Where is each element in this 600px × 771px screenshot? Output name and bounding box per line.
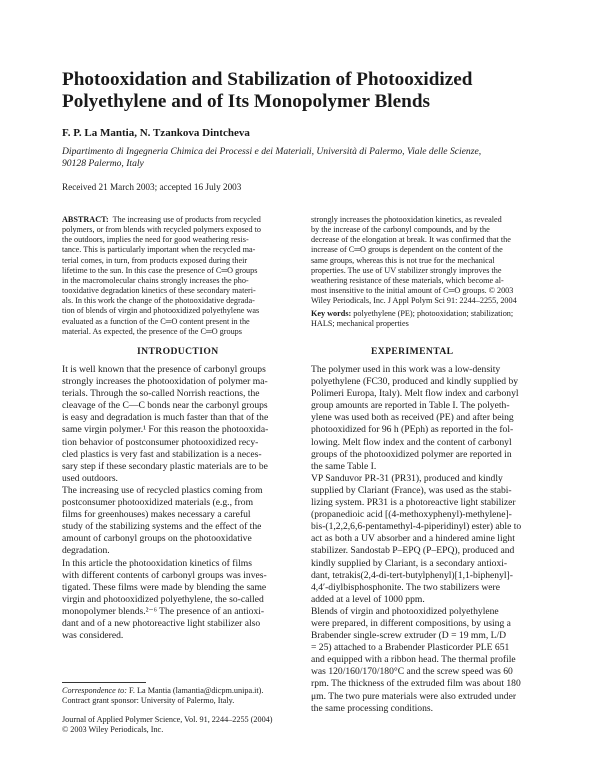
- footnote-divider: [62, 682, 146, 683]
- abstract-line: polymers, or from blends with recycled polymers exposed to: [62, 225, 261, 235]
- text-line: act as both a UV absorber and a hindered amine light: [311, 533, 515, 545]
- section-heading-experimental: EXPERIMENTAL: [371, 346, 454, 357]
- keywords-line-2: HALS; mechanical properties: [311, 319, 409, 329]
- abstract-line: als. In this work the change of the photooxidative degrada-: [62, 296, 255, 306]
- text-line: were prepared, in different compositions, by using a: [311, 617, 511, 629]
- text-line: supplied by Clariant (France), was used as the stabi-: [311, 484, 512, 496]
- abstract-line: same groups, whereas this is not true for the mechanical: [311, 255, 495, 265]
- title-line-2: Polyethylene and of Its Monopolymer Blends: [62, 91, 430, 112]
- text-line: kindly supplied by Clariant, is a secondary antioxi-: [311, 557, 508, 569]
- correspondence-label: Correspondence to:: [62, 686, 127, 695]
- text-line: VP Sanduvor PR-31 (PR31), produced and kindly: [311, 472, 503, 484]
- text-line: dant and of a new photoreactive light stabilizer also: [62, 617, 261, 629]
- text-line: was considered.: [62, 630, 124, 642]
- text-line: is easy and degradation is much faster than that of the: [62, 412, 269, 424]
- text-line: cleavage of the C—C bonds near the carbonyl groups: [62, 400, 268, 412]
- journal-line-2: © 2003 Wiley Periodicals, Inc.: [62, 725, 164, 734]
- text-line: 4,4′-diylbisphosphonite. The two stabilizers were: [311, 581, 500, 593]
- text-line: used outdoors.: [62, 472, 118, 484]
- text-line: study of the stabilizing systems and the effect of the: [62, 521, 262, 533]
- correspondence-text: F. La Mantia (lamantia@dicpm.unipa.it).: [129, 686, 264, 695]
- abstract-line: tooxidative degradation kinetics of these secondary materi-: [62, 286, 256, 296]
- abstract-line: lifetime to the sun. In this case the presence of C═O groups: [62, 265, 258, 275]
- abstract-line: Wiley Periodicals, Inc. J Appl Polym Sci 91: 2244–2255, 2004: [311, 296, 517, 306]
- footnote: [62, 686, 302, 706]
- abstract-line: decrease of the elongation at break. It was confirmed that the: [311, 235, 511, 245]
- authors: F. P. La Mantia, N. Tzankova Dintcheva: [62, 127, 250, 139]
- abstract-left-lines: [62, 225, 302, 337]
- text-line: cled plastics is very fast and stabilization is a neces-: [62, 448, 262, 460]
- keywords-label: Key words:: [311, 309, 352, 318]
- keywords: [311, 309, 551, 329]
- abstract-first-text: The increasing use of products from recycled: [112, 215, 261, 224]
- introduction-body: [62, 364, 298, 642]
- text-line: It is well known that the presence of carbonyl groups: [62, 364, 266, 375]
- text-line: strongly increases the photooxidation of polymer ma-: [62, 376, 268, 388]
- keywords-line-1: [311, 309, 551, 319]
- abstract-first-line: [62, 215, 302, 225]
- text-line: tigated. These films were made by blending the same: [62, 581, 267, 593]
- text-line: postconsumer photooxidized materials (e.g., from: [62, 497, 254, 509]
- text-line: group amounts are reported in Table I. The polyeth-: [311, 400, 510, 412]
- abstract-line: properties. The use of UV stabilizer strongly improves the: [311, 265, 502, 275]
- text-line: amount of carbonyl groups on the photooxidative: [62, 533, 252, 545]
- text-line: stabilizer. Sandostab P–EPQ (P–EPQ), produced and: [311, 545, 515, 557]
- abstract-line: tion of blends of virgin and photooxidized polyethylene was: [62, 306, 260, 316]
- abstract-label: ABSTRACT:: [62, 215, 109, 224]
- abstract-right-lines: [311, 215, 551, 306]
- text-line: virgin and photooxidized polyethylene, the so-called: [62, 593, 264, 605]
- text-line: the same processing conditions.: [311, 702, 434, 714]
- section-heading-introduction: INTRODUCTION: [137, 346, 219, 357]
- text-line: (propanedioic acid [(4-methoxyphenyl)-methylene]-: [311, 509, 512, 521]
- text-line: monopolymer blends.²⁻⁶ The presence of an antioxi-: [62, 605, 265, 617]
- abstract-line: terial comes, in turn, from products exposed during their: [62, 255, 248, 265]
- text-line: groups of the photooxidized polymer are reported in: [311, 448, 512, 460]
- text-line: In this article the photooxidation kinetics of films: [62, 557, 252, 569]
- text-line: photooxidized for 96 h (PEph) as reported in the fol-: [311, 424, 514, 436]
- affiliation: [62, 146, 552, 170]
- text-line: same virgin polymer.¹ For this reason the photooxida-: [62, 424, 269, 436]
- text-line: films for greenhouses) makes necessary a careful: [62, 509, 251, 521]
- text-line: ylene was used both as received (PE) and after being: [311, 412, 514, 424]
- text-line: and equipped with a ribbon head. The thermal profile: [311, 654, 516, 666]
- text-line: tion behavior of postconsumer photooxidized recy-: [62, 436, 259, 448]
- abstract-line: strongly increases the photooxidation kinetics, as revealed: [311, 215, 502, 224]
- text-line: lizing system. PR31 is a photoreactive light stabilizer: [311, 497, 516, 509]
- text-line: bis-(1,2,2,6,6-pentamethyl-4-piperidinyl) ester) able to: [311, 521, 522, 533]
- correspondence-line: [62, 686, 302, 696]
- text-line: The increasing use of recycled plastics coming from: [62, 484, 263, 496]
- journal-line-1: Journal of Applied Polymer Science, Vol. 91, 2244–2255 (2004): [62, 715, 273, 724]
- text-line: polyethylene (FC30, produced and kindly supplied by: [311, 376, 519, 388]
- abstract-left-column: [62, 215, 302, 337]
- journal-citation: [62, 715, 302, 735]
- text-line: Blends of virgin and photooxidized polyethylene: [311, 605, 499, 617]
- experimental-body: [311, 364, 551, 715]
- abstract-right-column: [311, 215, 551, 306]
- abstract-line: in the macromolecular chains strongly increases the pho-: [62, 275, 249, 285]
- keywords-text: polyethylene (PE); photooxidation; stabilization;: [353, 309, 514, 318]
- text-line: degradation.: [62, 545, 110, 557]
- text-line: = 25) attached to a Brabender Plasticorder PLE 651: [311, 642, 510, 654]
- text-line: rpm. The thickness of the extruded film was about 180: [311, 678, 521, 690]
- abstract-line: the outdoors, implies the need for good weathering resis-: [62, 235, 249, 245]
- paper-title: [62, 69, 552, 113]
- text-line: Polimeri Europa, Italy). Melt flow index and carbonyl: [311, 388, 519, 400]
- text-line: terials. Through the so-called Norrish reactions, the: [62, 388, 260, 400]
- affiliation-line-2: 90128 Palermo, Italy: [62, 158, 144, 169]
- text-line: with different contents of carbonyl groups was inves-: [62, 569, 267, 581]
- abstract-line: by the increase of the carbonyl compounds, and by the: [311, 225, 490, 235]
- affiliation-line-1: Dipartimento di Ingegneria Chimica dei Processi e dei Materiali, Università di Palermo, Viale delle Scienze,: [62, 146, 482, 157]
- text-line: dant, tetrakis(2,4-di-tert-butylphenyl)[1,1-biphenyl]-: [311, 569, 513, 581]
- text-line: The polymer used in this work was a low-density: [311, 364, 501, 375]
- text-line: lowing. Melt flow index and the content of carbonyl: [311, 436, 512, 448]
- abstract-line: evaluated as a function of the C═O content present in the: [62, 316, 250, 326]
- text-line: Brabender single-screw extruder (D = 19 mm, L/D: [311, 630, 507, 642]
- received-dates: Received 21 March 2003; accepted 16 July 2003: [62, 182, 242, 192]
- abstract-line: weathering resistance of these materials, which become al-: [311, 275, 504, 285]
- text-line: μm. The two pure materials were also extruded under: [311, 690, 517, 702]
- text-line: was 120/160/170/180°C and the screw speed was 60: [311, 666, 513, 678]
- abstract-line: most insensitive to the initial amount of C═O groups. © 2003: [311, 286, 514, 296]
- abstract-line: increase of C═O groups is dependent on the content of the: [311, 245, 503, 255]
- text-line: sary step if these secondary plastic materials are to be: [62, 460, 268, 472]
- abstract-line: material. As expected, the presence of the C═O groups: [62, 326, 242, 336]
- abstract-line: tance. This is particularly important when the recycled ma-: [62, 245, 256, 255]
- title-line-1: Photooxidation and Stabilization of Photooxidized: [62, 69, 473, 90]
- text-line: the same Table I.: [311, 460, 377, 472]
- grant-line: Contract grant sponsor: University of Palermo, Italy.: [62, 696, 235, 705]
- text-line: added at a level of 1000 ppm.: [311, 593, 425, 605]
